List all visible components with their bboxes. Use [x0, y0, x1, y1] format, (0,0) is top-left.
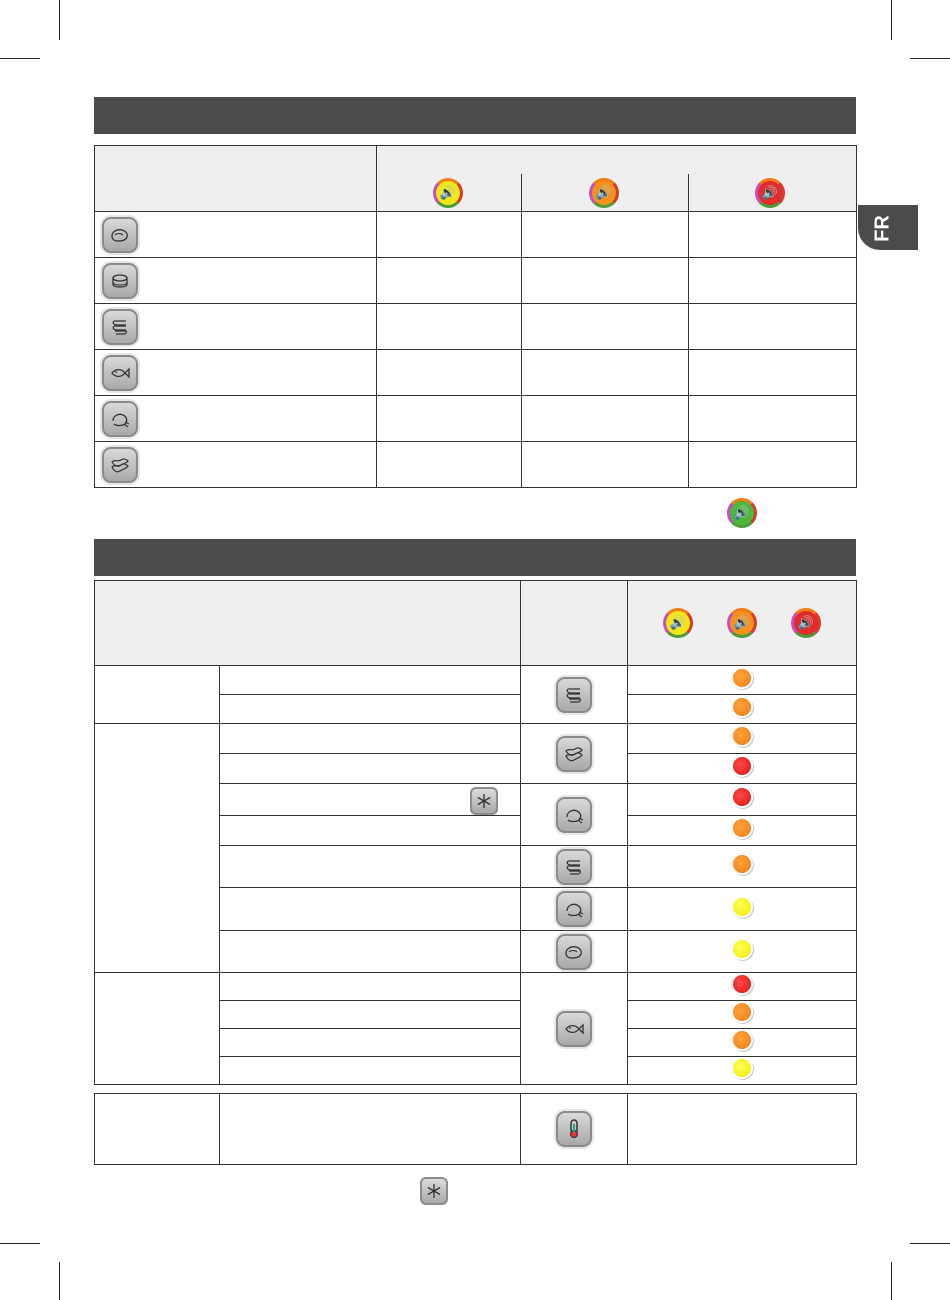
- table-1-cell: [689, 350, 857, 396]
- table-1-cell: [377, 304, 522, 350]
- table-2-desc-cell: [220, 754, 521, 784]
- table-1-cell: [377, 258, 522, 304]
- yellow-level-dot: [733, 898, 751, 916]
- table-2-icon-cell: [521, 784, 628, 846]
- table-2-dot-cell: [628, 846, 857, 888]
- table-1: [94, 145, 857, 488]
- language-tab: [858, 205, 918, 250]
- table-2-row: [95, 724, 857, 754]
- orange-level-dot: [733, 698, 751, 716]
- table-2-dot-cell: [628, 816, 857, 846]
- table-1-food-cell: [95, 396, 377, 442]
- table-1-cell: [377, 396, 522, 442]
- fish-icon: [102, 355, 138, 391]
- orange-level-dot: [733, 855, 751, 873]
- table-2-desc-cell: [220, 1029, 521, 1057]
- table-2-group-cell: [95, 973, 220, 1085]
- table-3-icon-cell: [521, 1094, 628, 1165]
- table-1-header-cell: [95, 146, 377, 212]
- ready-orange-icon: 🔊: [589, 178, 619, 208]
- ready-yellow-icon: 🔊: [433, 178, 463, 208]
- ready-yellow-icon: 🔊: [663, 608, 693, 638]
- frozen-snowflake-icon: [470, 787, 498, 815]
- crop-mark: [910, 58, 950, 59]
- table-2-dot-cell: [628, 1029, 857, 1057]
- ready-green-icon: 🔊: [727, 498, 757, 528]
- orange-level-dot: [733, 1031, 751, 1049]
- table-1-cell: [689, 258, 857, 304]
- table-1-cell: [377, 350, 522, 396]
- poultry-icon: [556, 797, 592, 833]
- burger-icon: [102, 263, 138, 299]
- table-2-desc-cell: [220, 724, 521, 754]
- table-2: [94, 580, 857, 1085]
- crop-mark: [891, 0, 892, 40]
- table-1-row: [95, 258, 857, 304]
- table-2-icon-cell: [521, 973, 628, 1085]
- table-2-desc-cell: [220, 695, 521, 724]
- table-1-row: [95, 396, 857, 442]
- table-2-dot-cell: [628, 784, 857, 816]
- orange-level-dot: [733, 727, 751, 745]
- table-1-cell: [522, 442, 689, 488]
- table-2-icon-cell: [521, 846, 628, 888]
- table-1-cell: [689, 212, 857, 258]
- table-1-food-cell: [95, 442, 377, 488]
- red-level-dot: [733, 757, 751, 775]
- table-1-cell: [689, 304, 857, 350]
- crop-mark: [0, 1243, 40, 1244]
- table-2-dot-cell: [628, 724, 857, 754]
- table-2-dot-cell: [628, 754, 857, 784]
- table-2-desc-cell: [220, 931, 521, 973]
- table-1-food-cell: [95, 304, 377, 350]
- table-1-cell: [377, 442, 522, 488]
- thermometer-icon: [556, 1111, 592, 1147]
- steak-icon: [102, 217, 138, 253]
- table-1-cell: [522, 350, 689, 396]
- table-2-desc-cell: [220, 973, 521, 1001]
- table-2-icon-cell: [521, 888, 628, 931]
- table-1-food-cell: [95, 258, 377, 304]
- table-1-cell: [377, 212, 522, 258]
- table-2-ready-header: [628, 581, 857, 666]
- table-3-cell: [628, 1094, 857, 1165]
- table-3-row: [95, 1094, 857, 1165]
- table-2-dot-cell: [628, 973, 857, 1001]
- orange-level-dot: [733, 669, 751, 687]
- table-1-cell: [689, 442, 857, 488]
- crop-mark: [59, 0, 60, 40]
- table-2-dot-cell: [628, 695, 857, 724]
- table-2-desc-cell: [220, 816, 521, 846]
- table-2-icon-cell: [521, 724, 628, 784]
- table-3: [94, 1093, 857, 1165]
- ready-red-icon: 🔊: [791, 608, 821, 638]
- crop-mark: [0, 58, 40, 59]
- table-2-dot-cell: [628, 1057, 857, 1085]
- table-2-desc-cell: [220, 666, 521, 695]
- table-1-cell: [522, 212, 689, 258]
- table-2-icon-cell: [521, 931, 628, 973]
- orange-level-dot: [733, 1003, 751, 1021]
- fish-icon: [556, 1011, 592, 1047]
- crop-mark: [59, 1262, 60, 1300]
- table-2-dot-cell: [628, 888, 857, 931]
- ready-orange-icon: 🔊: [727, 608, 757, 638]
- table-1-cell: [522, 304, 689, 350]
- table-1-row: [95, 350, 857, 396]
- table-1-cell: [522, 396, 689, 442]
- table-2-row: [95, 973, 857, 1001]
- bacon-icon: [102, 447, 138, 483]
- crop-mark: [910, 1243, 950, 1244]
- ready-red-icon: 🔊: [755, 178, 785, 208]
- poultry-icon: [556, 891, 592, 927]
- yellow-level-dot: [733, 940, 751, 958]
- table-1-cell: [522, 258, 689, 304]
- table-2-desc-cell: [220, 784, 521, 816]
- table-1-row: [95, 304, 857, 350]
- poultry-icon: [102, 401, 138, 437]
- sausage-icon: [102, 309, 138, 345]
- table-1-row: [95, 212, 857, 258]
- table-1-ready-header: [377, 146, 857, 212]
- sausage-icon: [556, 849, 592, 885]
- table-2-row: [95, 666, 857, 695]
- table-1-row: [95, 442, 857, 488]
- language-tab-label: FR: [871, 215, 894, 242]
- table-2-desc-cell: [220, 888, 521, 931]
- bacon-icon: [556, 736, 592, 772]
- yellow-level-dot: [733, 1059, 751, 1077]
- sausage-icon: [556, 677, 592, 713]
- table-2-desc-cell: [220, 1001, 521, 1029]
- frozen-snowflake-icon: [420, 1177, 448, 1205]
- table-1-cell: [689, 396, 857, 442]
- table-2-dot-cell: [628, 666, 857, 695]
- table-2-header-cell: [95, 581, 521, 666]
- table-2-group-cell: [95, 666, 220, 724]
- red-level-dot: [733, 975, 751, 993]
- table-2-desc-cell: [220, 1057, 521, 1085]
- table-3-cell: [95, 1094, 220, 1165]
- crop-mark: [891, 1262, 892, 1300]
- table-2-header-row: [95, 581, 857, 666]
- steak-icon: [556, 934, 592, 970]
- table-1-food-cell: [95, 350, 377, 396]
- section-header-bar-2: [94, 539, 856, 576]
- table-1-header-row: [95, 146, 857, 212]
- table-2-dot-cell: [628, 931, 857, 973]
- section-header-bar-1: [94, 97, 856, 134]
- orange-level-dot: [733, 819, 751, 837]
- table-3-cell: [220, 1094, 521, 1165]
- table-2-group-cell: [95, 724, 220, 973]
- table-2-dot-cell: [628, 1001, 857, 1029]
- table-2-desc-cell: [220, 846, 521, 888]
- table-2-icon-cell: [521, 666, 628, 724]
- table-1-food-cell: [95, 212, 377, 258]
- table-2-header-cell: [521, 581, 628, 666]
- red-level-dot: [733, 788, 751, 806]
